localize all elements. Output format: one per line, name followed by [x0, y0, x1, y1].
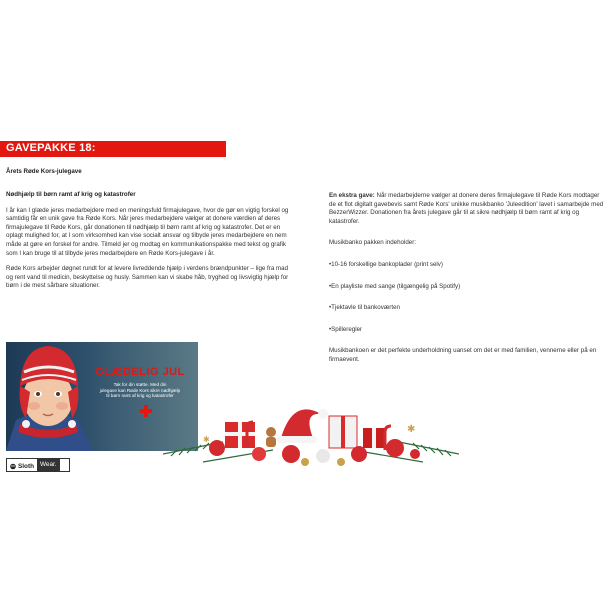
card-subtext-2: julegave kan Røde Kors sikre nødhjælp: [99, 387, 181, 393]
package-outro: Musikbankoen er det perfekte underholdning uanset om det er med familien, vennerne eller på en firmaevent.: [329, 347, 597, 363]
gift-subtitle: Årets Røde Kors-julegave: [6, 168, 82, 175]
description-paragraph-2: Røde Kors arbejder døgnet rundt for at levere livreddende hjælp i verdens brændpunkter – lige fra mad og rent vand til medicin, beskyttelse og husly. Sammen kan vi skabe håb, tryghed og livsvigtig hjælp for børn i de mest sårbare situationer.: [6, 265, 289, 290]
extra-gift-label: En ekstra gave:: [329, 192, 375, 199]
slothwear-logo: [6, 458, 70, 472]
christmas-decoration-illustration: [163, 392, 459, 470]
svg-text:✱: ✱: [407, 424, 416, 435]
extra-gift-paragraph: [329, 192, 605, 226]
description-heading: Nødhjælp til børn ramt af krig og katastrofer: [6, 191, 136, 198]
package-item: •Tjektavle til bankoværten: [329, 304, 400, 312]
package-item: •10-16 forskellige bankoplader (print selv): [329, 260, 443, 268]
package-item: •Spilleregler: [329, 325, 363, 333]
logo-text-1: Sloth: [18, 462, 34, 470]
red-cross-icon: [140, 405, 152, 417]
title-banner: [0, 141, 226, 157]
description-paragraph-1: I år kan I glæde jeres medarbejdere med en meningsfuld firmajulegave, hvor de gør en vigtig forskel og samtidig får en unik gave fra Røde Kors. Når jeres medarbejdere vælger at donere værdien af deres firmajulegave til Røde Kors, går donationen til nødhjælp til børn ramt af krig og katastrofer. Det er en oplagt mulighed for, at I som virksomhed kan vise socialt ansvar og tilbyde jeres medarbejdere en nem måde at gøre en forskel for andre. Tilmeld jer og modtag en kommunikationspakke med tekst og grafik som I kan bruge til at tilbyde jeres medarbejdere en Røde Kors-julegave i år.: [6, 206, 289, 257]
extra-gift-text: Når medarbejderne vælger at donere deres firmajulegave til Røde Kors modtager de et flot digitalt gavebevis samt Røde Kors' unikke musikbanko 'Juleedition' lavet i samarbejde med BezzerWizzer. Donationen fra årets julegave går til at sikre nødhjælp til børn ramt af krig og katastrofer.: [329, 192, 604, 225]
gift-details-column: [329, 192, 605, 378]
banner-title: GAVEPAKKE 18:: [6, 142, 96, 154]
package-item: •En playliste med sange (tilgængelig på Spotify): [329, 282, 461, 290]
svg-text:✱: ✱: [203, 435, 210, 444]
card-subtext-1: Tak for din støtte. Med din: [113, 382, 167, 387]
package-intro: Musikbanko pakken indeholder:: [329, 239, 417, 247]
logo-text-2: Wear.: [37, 459, 60, 471]
card-title: GLÆDELIG JUL: [95, 366, 185, 378]
sloth-icon: [10, 463, 16, 470]
card-subtext-3: til børn ramt af krig og katastrofer: [106, 393, 174, 399]
description-column: [6, 191, 296, 298]
